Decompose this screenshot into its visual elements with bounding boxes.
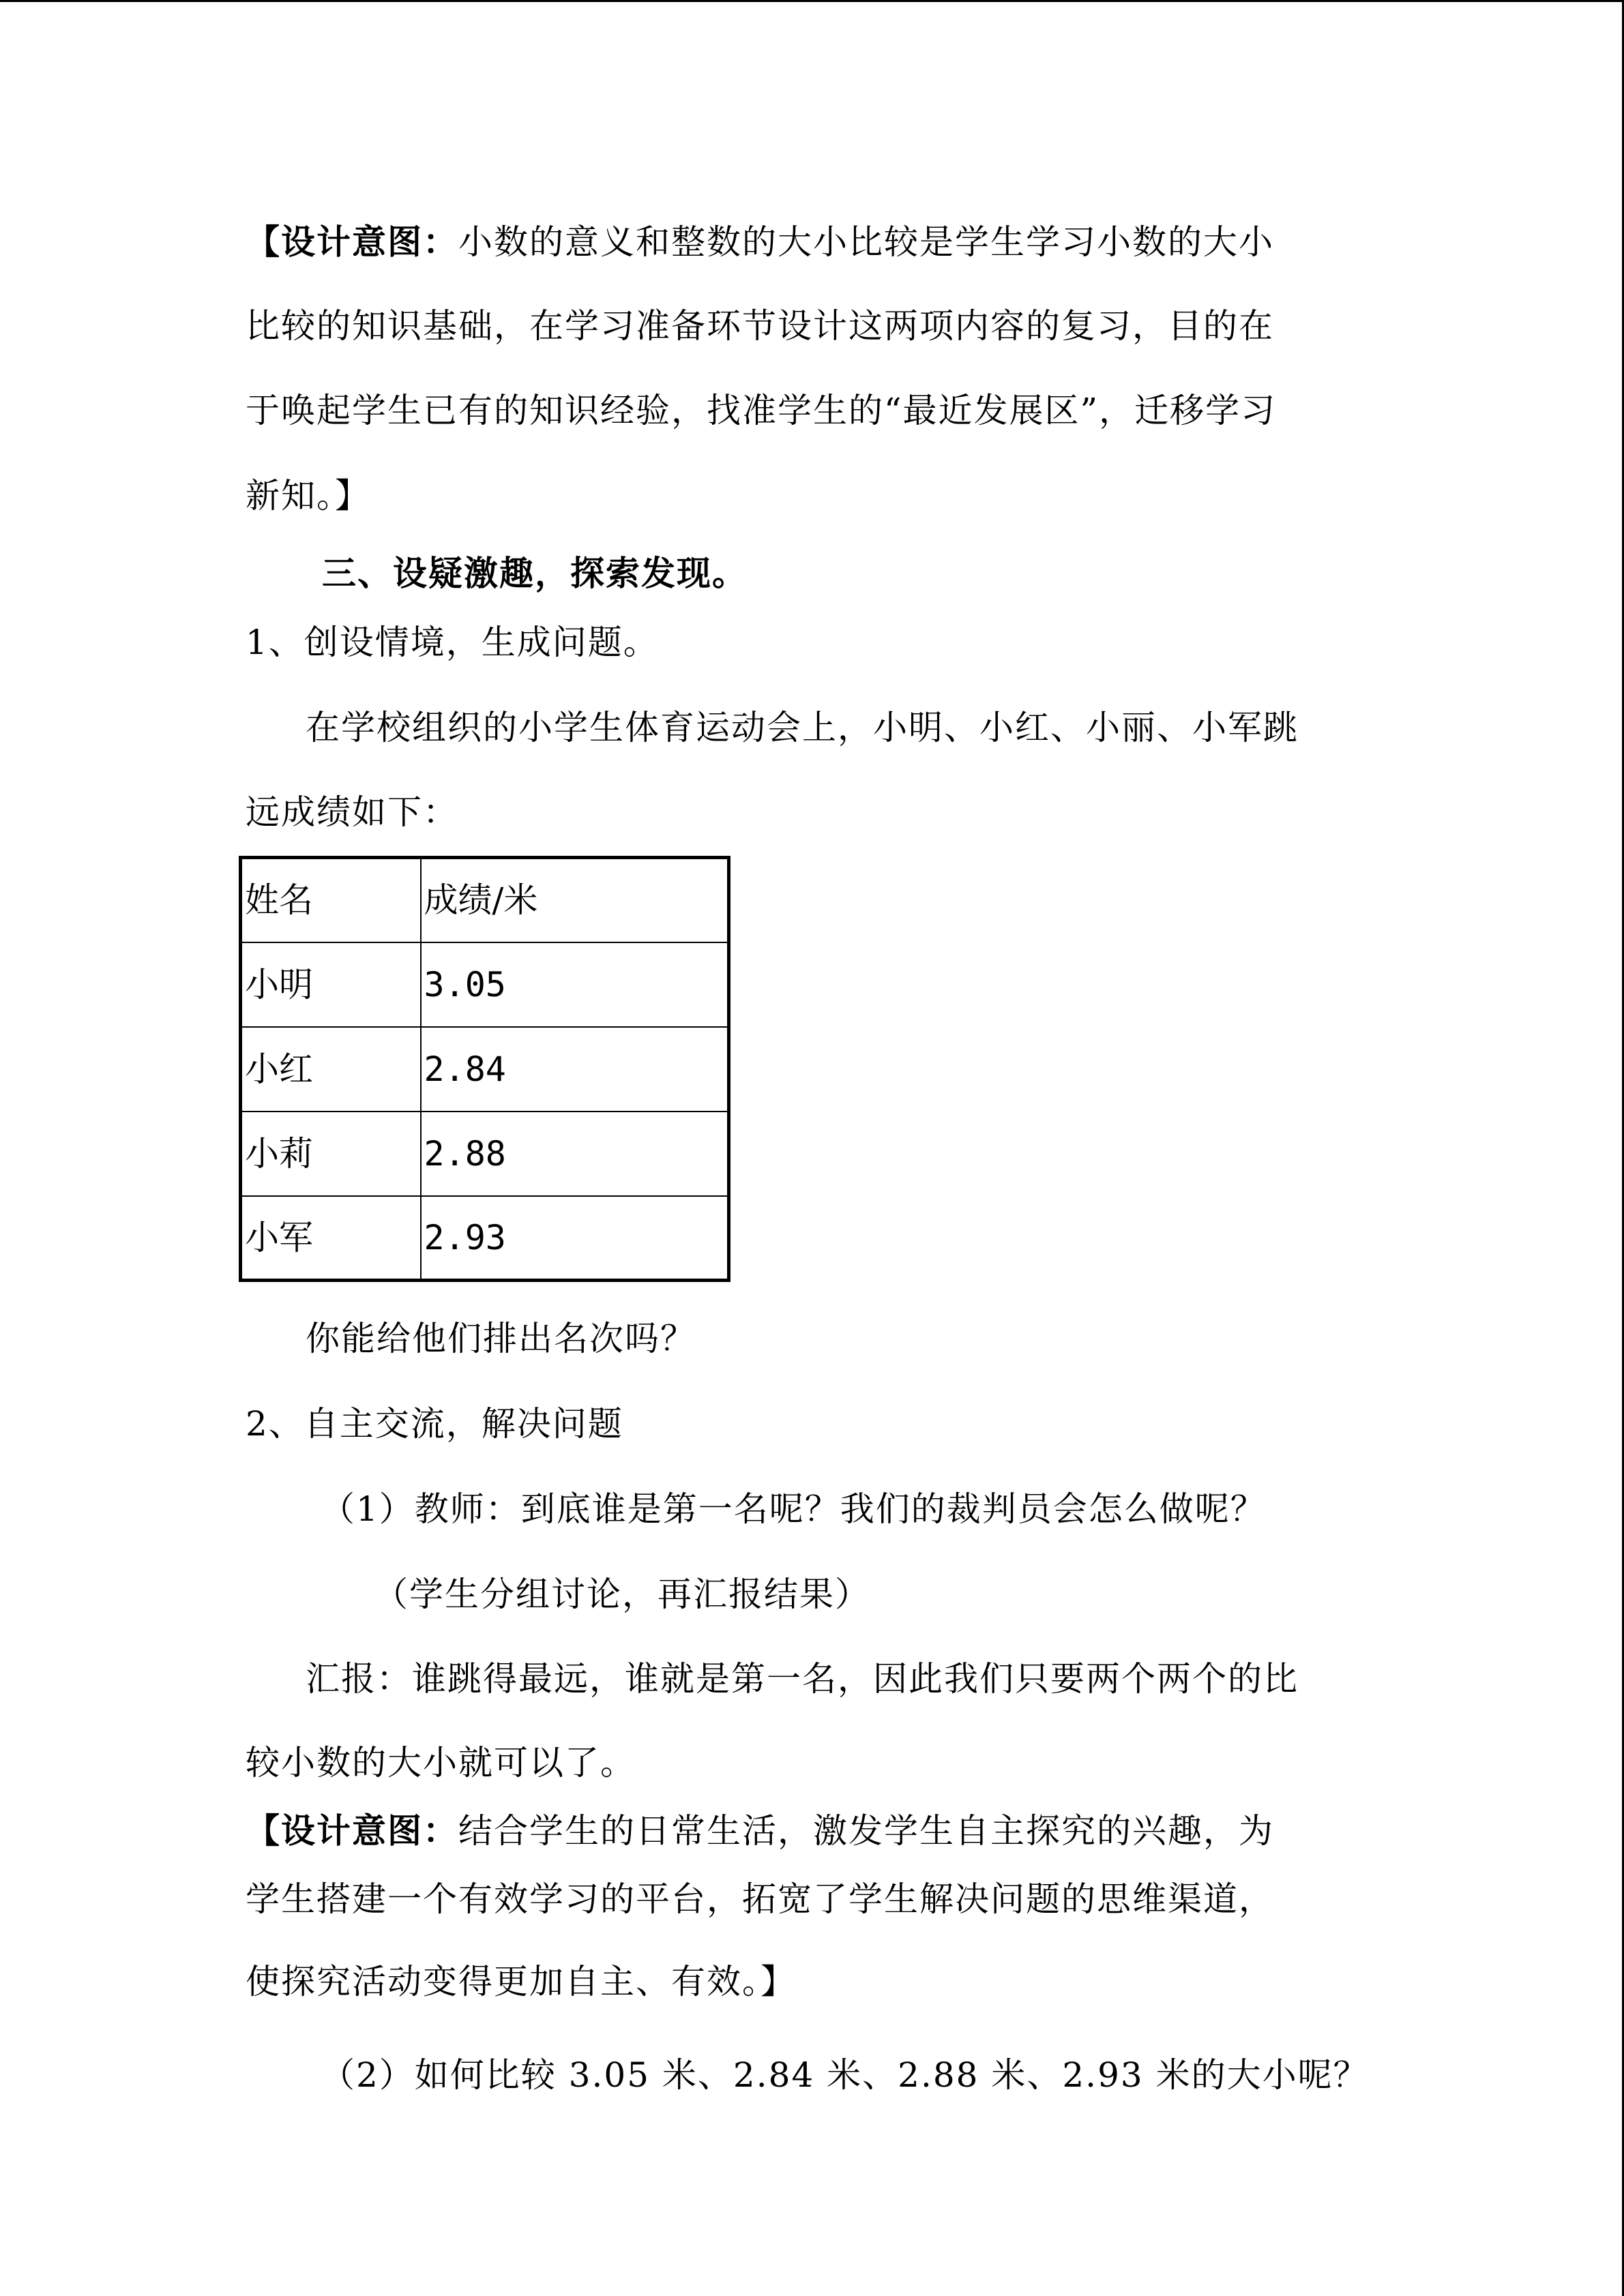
table-row (241, 942, 729, 1027)
cell-name: 小莉 (241, 1112, 421, 1196)
cell-name: 小明 (241, 942, 421, 1027)
cell-name: 小红 (241, 1027, 421, 1112)
design-intent-2-label: 【设计意图： (246, 1810, 458, 1851)
design-intent-1-line4: 新知。】 (246, 476, 370, 516)
step2-title: 2、自主交流，解决问题 (246, 1404, 623, 1444)
scenario-line1: 在学校组织的小学生体育运动会上，小明、小红、小丽、小军跳 (306, 708, 1299, 747)
design-intent-2-line2: 学生搭建一个有效学习的平台，拓宽了学生解决问题的思维渠道， (246, 1879, 1274, 1919)
design-intent-1-text: 小数的意义和整数的大小比较是学生学习小数的大小 (458, 222, 1274, 262)
header-score: 成绩/米 (421, 858, 729, 942)
cell-name: 小军 (241, 1196, 421, 1281)
table-row (241, 1196, 729, 1281)
student-discussion: （学生分组讨论，再汇报结果） (374, 1575, 870, 1614)
design-intent-2-text: 结合学生的日常生活，激发学生自主探究的兴趣，为 (458, 1811, 1274, 1851)
cell-score: 3.05 (421, 942, 729, 1027)
design-intent-1-label: 【设计意图： (246, 222, 458, 262)
teacher-question-2: （2）如何比较 3.05 米、2.84 米、2.88 米、2.93 米的大小呢？ (321, 2055, 1369, 2095)
header-name: 姓名 (241, 858, 421, 942)
table-row (241, 1027, 729, 1112)
question-rank: 你能给他们排出名次吗？ (306, 1319, 696, 1358)
design-intent-2-line3: 使探究活动变得更加自主、有效。】 (246, 1962, 796, 2001)
table-header-row (241, 858, 729, 942)
section-heading: 三、设疑激趣，探索发现。 (322, 553, 748, 593)
design-intent-1-line1 (246, 222, 1274, 263)
step1-title: 1、创设情境，生成问题。 (246, 623, 659, 662)
cell-score: 2.84 (421, 1027, 729, 1112)
report-line2: 较小数的大小就可以了。 (246, 1743, 636, 1783)
cell-score: 2.93 (421, 1196, 729, 1281)
design-intent-1-line2: 比较的知识基础，在学习准备环节设计这两项内容的复习，目的在 (246, 306, 1274, 346)
teacher-question-1: （1）教师：到底谁是第一名呢？我们的裁判员会怎么做呢？ (321, 1489, 1266, 1529)
cell-score: 2.88 (421, 1112, 729, 1196)
design-intent-2-line1 (246, 1810, 1274, 1851)
report-line1: 汇报：谁跳得最远，谁就是第一名，因此我们只要两个两个的比 (306, 1659, 1299, 1699)
design-intent-1-line3: 于唤起学生已有的知识经验，找准学生的“最近发展区”，迁移学习 (246, 391, 1277, 430)
score-table (239, 856, 730, 1282)
scenario-line2: 远成绩如下： (246, 792, 458, 832)
table-row (241, 1112, 729, 1196)
